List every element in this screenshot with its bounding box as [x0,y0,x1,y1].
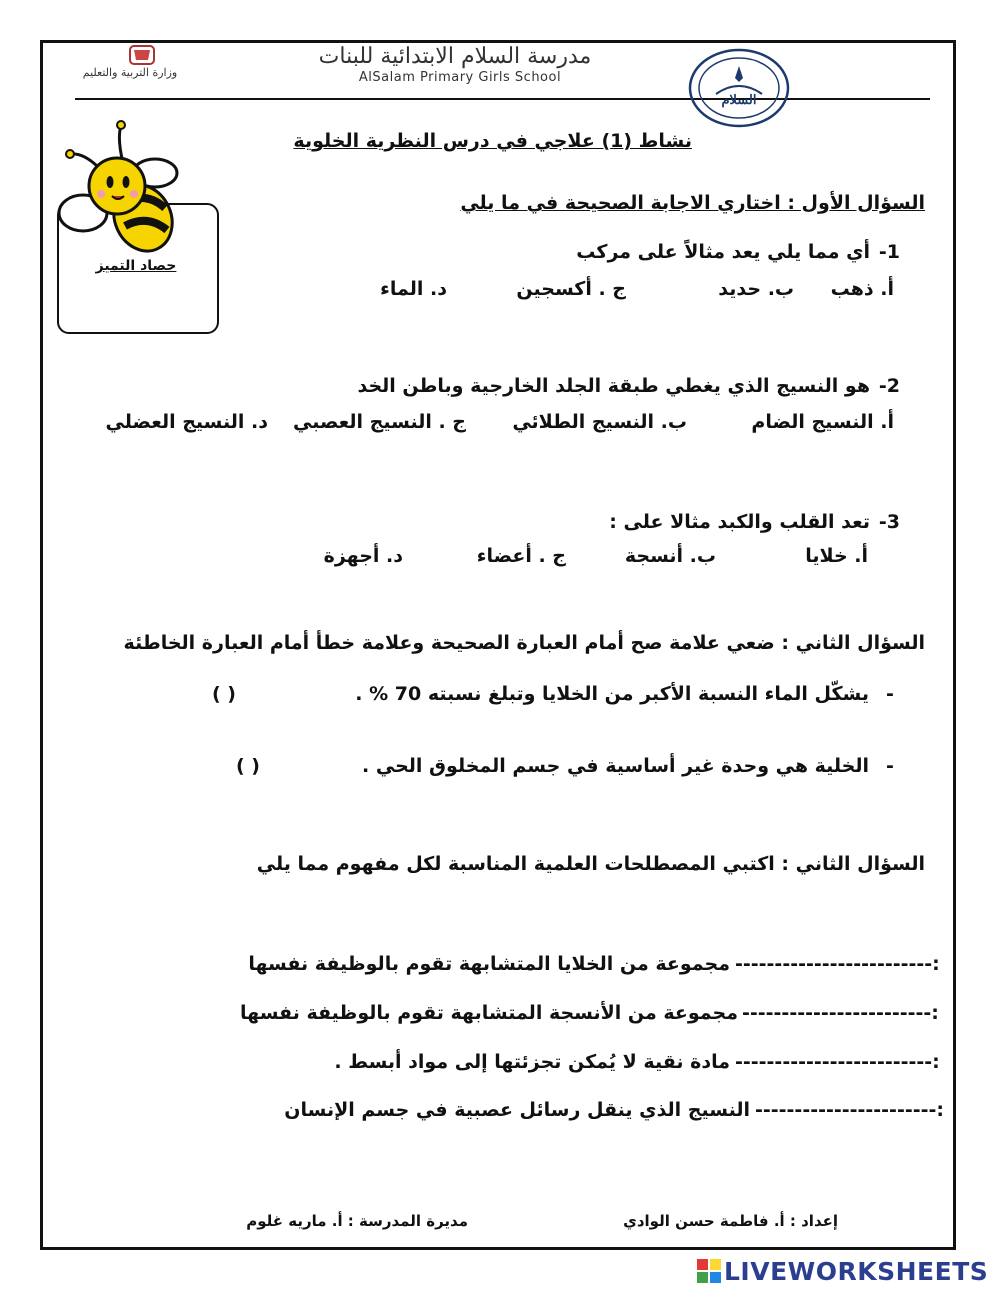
statement1-text: يشكّل الماء النسبة الأكبر من الخلايا وتبلغ نسبته 70 % . [355,683,869,705]
school-name-arabic: مدرسة السلام الابتدائية للبنات [318,44,592,69]
ministry-emblem-icon [128,44,156,66]
liveworksheets-logo-icon [697,1259,721,1283]
q3-option-a[interactable]: أ. خلايا [805,545,868,567]
liveworksheets-brand[interactable]: LIVEWORKSHEETS [724,1257,989,1286]
badge-label: حصاد التميز [95,258,177,274]
q2-number: -2 [878,375,900,397]
q2-option-c[interactable]: ج . النسيج العصبي [292,411,466,433]
q2-text: هو النسيج الذي يغطي طبقة الجلد الخارجية وباطن الخد [357,375,870,397]
q3-text: تعد القلب والكبد مثالا على : [609,511,870,533]
q3-option-d[interactable]: د. أجهزة [323,545,403,567]
section1-heading: السؤال الأول : اختاري الاجابة الصحيحة في ما يلي [460,192,925,214]
prepared-by: إعداد : أ. فاطمة حسن الوادي [623,1212,838,1230]
term1-definition: مجموعة من الخلايا المتشابهة تقوم بالوظيفة نفسها [248,953,730,975]
section2-heading: السؤال الثاني : ضعي علامة صح أمام العبارة الصحيحة وعلامة خطأ أمام العبارة الخاطئة [123,632,925,654]
term3-answer-line[interactable]: -------------------------: [735,1051,940,1073]
header-divider [75,98,930,100]
term2-definition: مجموعة من الأنسجة المتشابهة تقوم بالوظيفة نفسها [240,1002,738,1024]
statement1-answer-blank[interactable]: ( ) [212,683,236,705]
q3-option-c[interactable]: ج . أعضاء [476,545,566,567]
section3-heading: السؤال الثاني : اكتبي المصطلحات العلمية المناسبة لكل مفهوم مما يلي [256,853,925,875]
statement1-bullet: - [886,683,894,705]
term2-answer-line[interactable]: ------------------------: [742,1002,939,1024]
q2-option-b[interactable]: ب. النسيج الطلائي [512,411,687,433]
ministry-name: وزارة التربية والتعليم [82,66,178,79]
q3-option-b[interactable]: ب. أنسجة [624,545,716,567]
q1-text: أي مما يلي يعد مثالاً على مركب [576,241,870,263]
q2-option-a[interactable]: أ. النسيج الضام [751,411,894,433]
term3-definition: مادة نقية لا يُمكن تجزئتها إلى مواد أبسط . [334,1051,730,1073]
bee-mascot-icon [55,118,190,258]
statement2-bullet: - [886,755,894,777]
term4-answer-line[interactable]: -----------------------: [755,1099,944,1121]
q1-option-c[interactable]: ج . أكسجين [516,278,626,300]
q3-number: -3 [878,511,900,533]
q1-number: -1 [878,241,900,263]
q1-option-b[interactable]: ب. حديد [718,278,794,300]
school-seal-logo [688,48,790,128]
q1-option-d[interactable]: د. الماء [380,278,447,300]
term1-answer-line[interactable]: -------------------------: [735,953,940,975]
seal-text: السلام [721,93,757,108]
school-name-english: AlSalam Primary Girls School [358,70,562,85]
q2-option-d[interactable]: د. النسيج العضلي [105,411,268,433]
q1-option-a[interactable]: أ. ذهب [830,278,894,300]
term4-definition: النسيج الذي ينقل رسائل عصبية في جسم الإنسان [284,1099,750,1121]
principal-name: مديرة المدرسة : أ. ماريه غلوم [246,1212,468,1230]
statement2-answer-blank[interactable]: ( ) [236,755,260,777]
worksheet-title: نشاط (1) علاجي في درس النظرية الخلوية [293,130,692,152]
statement2-text: الخلية هي وحدة غير أساسية في جسم المخلوق الحي . [362,755,869,777]
